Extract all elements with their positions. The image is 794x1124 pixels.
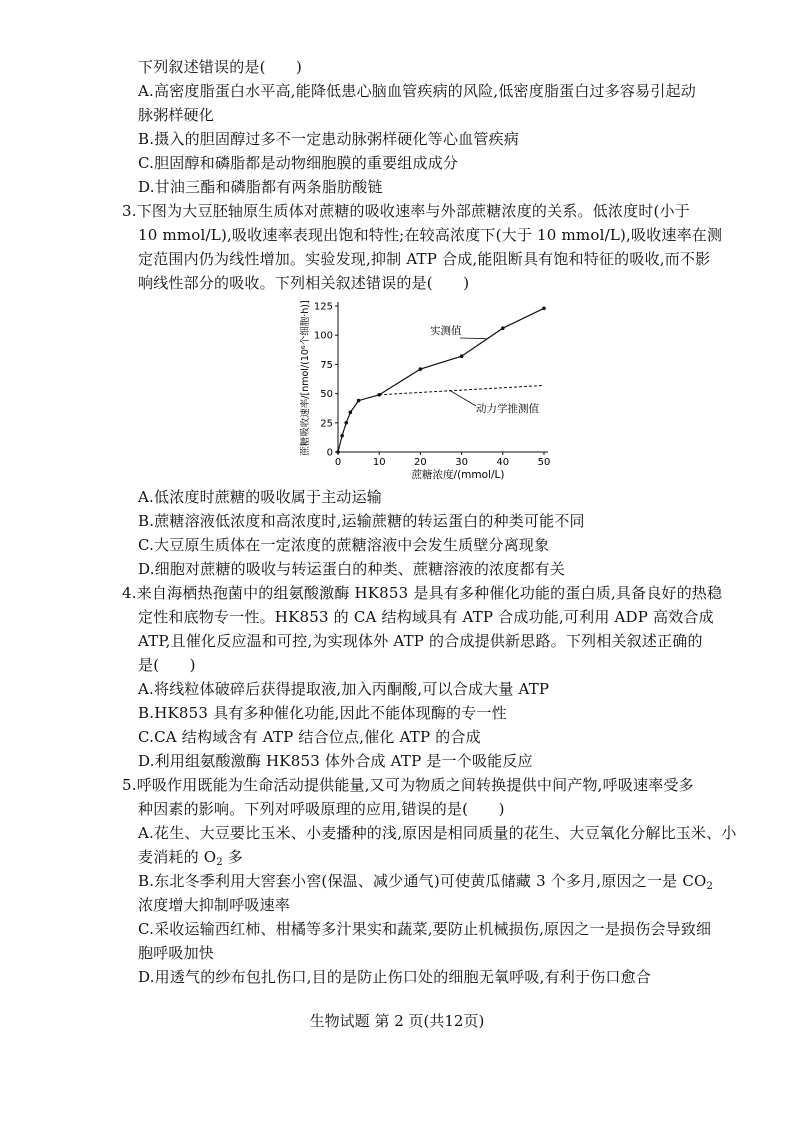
x-tick-label: 10 — [372, 457, 386, 468]
q5-option-c-cont: 胞呼吸加快 — [138, 944, 215, 962]
q4-option-d: D.利用组氨酸激酶 HK853 体外合成 ATP 是一个吸能反应 — [138, 752, 533, 770]
q3-stem-line3: 定范围内仍为线性增加。实验发现,抑制 ATP 合成,能阻断具有饱和特征的吸收,而不影 — [138, 250, 711, 268]
q3-stem-line2: 10 mmol/L),吸收速率表现出饱和特性;在较高浓度下(大于 10 mmol/L),吸收速率在测 — [138, 226, 723, 244]
x-tick-label: 0 — [334, 457, 342, 468]
q5-a-text-end: 多 — [222, 848, 244, 866]
x-tick-label: 40 — [496, 457, 510, 468]
q3-stem-line4: 响线性部分的吸收。下列相关叙述错误的是( ) — [138, 274, 470, 292]
q5-b-subscript: 2 — [706, 881, 714, 892]
q5-option-b — [138, 870, 713, 892]
measured-point — [349, 410, 353, 414]
y-tick-label: 125 — [313, 301, 333, 313]
q2-option-c: C.胆固醇和磷脂都是动物细胞膜的重要组成成分 — [138, 154, 459, 172]
q2-option-b: B.摄入的胆固醇过多不一定患动脉粥样硬化等心血管疾病 — [138, 130, 519, 148]
q5-option-d: D.用透气的纱布包扎伤口,目的是防止伤口处的细胞无氧呼吸,有利于伤口愈合 — [138, 968, 651, 986]
q5-a-subscript: 2 — [216, 857, 223, 868]
q5-stem-line1: 5.呼吸作用既能为生命活动提供能量,又可为物质之间转换提供中间产物,呼吸速率受多 — [122, 776, 694, 794]
y-tick-label: 25 — [320, 418, 333, 430]
x-tick-label: 20 — [414, 457, 427, 468]
q3-option-d: D.细胞对蔗糖的吸收与转运蛋白的种类、蔗糖溶液的浓度都有关 — [138, 560, 566, 578]
q4-stem-line3: ATP,且催化反应温和可控,为实现体外 ATP 的合成提供新思路。下列相关叙述正确的 — [138, 632, 703, 650]
measured-point — [340, 434, 344, 438]
q2-stem: 下列叙述错误的是( ) — [138, 58, 303, 76]
sucrose-uptake-chart — [300, 294, 570, 484]
series-label-measured: 实测值 — [430, 325, 462, 337]
q2-option-a-cont: 脉粥样硬化 — [138, 106, 215, 124]
measured-point — [357, 399, 361, 403]
q5-b-text: B.东北冬季利用大窖套小窖(保温、减少通气)可使黄瓜储藏 3 个多月,原因之一是 CO — [138, 872, 707, 890]
q2-option-a: A.高密度脂蛋白水平高,能降低患心脑血管疾病的风险,低密度脂蛋白过多容易引起动 — [138, 82, 696, 100]
measured-point — [460, 354, 464, 358]
q4-stem-line1: 4.来自海栖热孢菌中的组氨酸激酶 HK853 是具有多种催化功能的蛋白质,具备良好的热稳 — [122, 584, 723, 602]
q5-stem-line2: 种因素的影响。下列对呼吸原理的应用,错误的是( ) — [138, 800, 505, 818]
q3-option-c: C.大豆原生质体在一定浓度的蔗糖溶液中会发生质壁分离现象 — [138, 536, 550, 554]
q4-stem-line4: 是( ) — [138, 656, 196, 674]
q5-option-a-cont — [138, 846, 243, 868]
y-tick-label: 100 — [313, 330, 333, 342]
q5-option-a: A.花生、大豆要比玉米、小麦播种的浅,原因是相同质量的花生、大豆氧化分解比玉米、小 — [138, 824, 737, 842]
measured-point — [336, 450, 340, 454]
measured-point — [419, 367, 423, 371]
q3-stem-line1: 3.下图为大豆胚轴原生质体对蔗糖的吸收速率与外部蔗糖浓度的关系。低浓度时(小于 — [122, 202, 690, 220]
measured-point — [501, 326, 505, 330]
chart-y-axis-label: 蔗糖吸收速率/[nmol/(10⁶个细胞·h)] — [300, 300, 311, 456]
x-tick-label: 30 — [455, 457, 468, 468]
q5-a-text: 麦消耗的 O — [138, 848, 217, 866]
y-tick-label: 0 — [326, 447, 333, 459]
q2-option-d: D.甘油三酯和磷脂都有两条脂肪酸链 — [138, 178, 383, 196]
measured-point — [542, 307, 546, 311]
measured-point — [344, 421, 348, 425]
y-tick-label: 50 — [320, 389, 333, 401]
measured-pointer-line — [460, 338, 486, 339]
x-tick-label: 50 — [537, 457, 551, 468]
page-footer: 生物试题 第 2 页(共12页) — [309, 1012, 485, 1030]
q3-option-a: A.低浓度时蔗糖的吸收属于主动运输 — [138, 488, 383, 506]
y-tick-label: 75 — [320, 359, 333, 371]
q4-option-c: C.CA 结构域含有 ATP 结合位点,催化 ATP 的合成 — [138, 728, 481, 746]
chart-x-axis-label: 蔗糖浓度/(mmol/L) — [411, 469, 505, 481]
q5-option-c: C.采收运输西红柿、柑橘等多汁果实和蔬菜,要防止机械损伤,原因之一是损伤会导致细 — [138, 920, 712, 938]
q4-stem-line2: 定性和底物专一性。HK853 的 CA 结构域具有 ATP 合成功能,可利用 ADP 高效合成 — [138, 608, 714, 626]
predicted-series-line — [379, 385, 544, 394]
q5-option-b-cont: 浓度增大抑制呼吸速率 — [138, 896, 291, 914]
q4-option-a: A.将线粒体破碎后获得提取液,加入丙酮酸,可以合成大量 ATP — [138, 680, 550, 698]
predicted-pointer-line — [449, 390, 476, 406]
series-label-predicted: 动力学推测值 — [476, 403, 539, 415]
q4-option-b: B.HK853 具有多种催化功能,因此不能体现酶的专一性 — [138, 704, 507, 722]
q3-option-b: B.蔗糖溶液低浓度和高浓度时,运输蔗糖的转运蛋白的种类可能不同 — [138, 512, 585, 530]
